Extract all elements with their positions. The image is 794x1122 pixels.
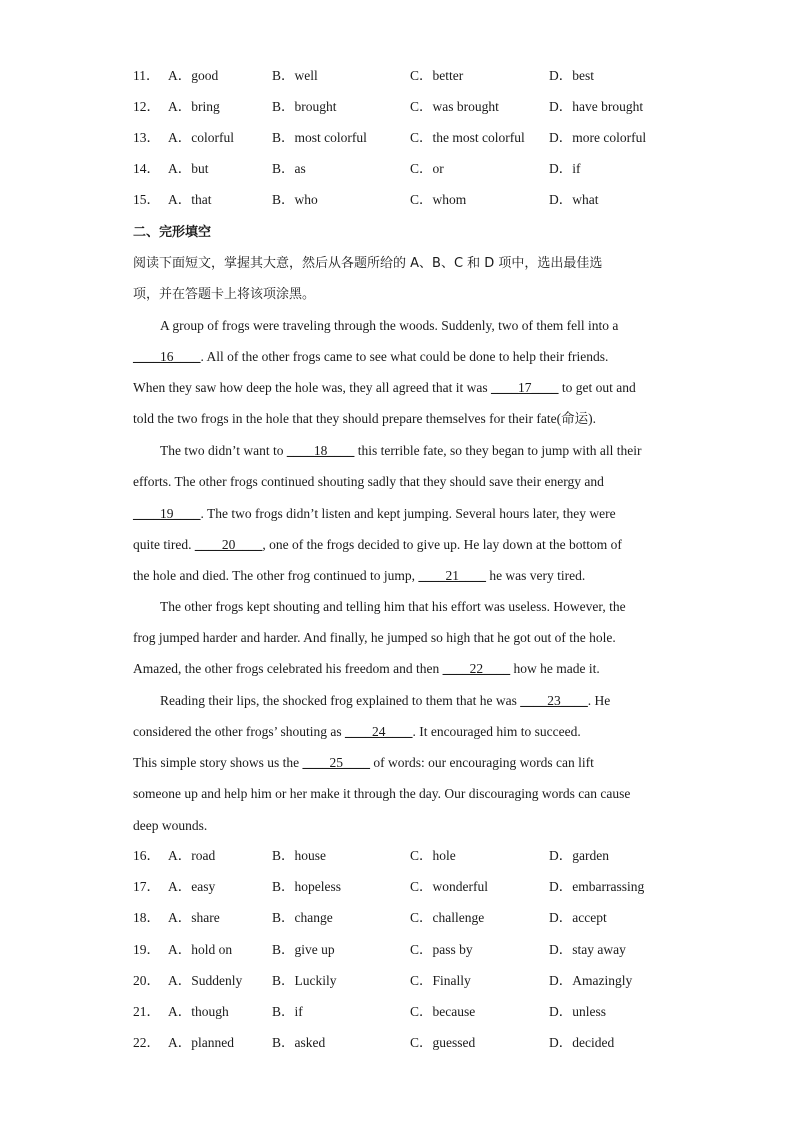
question-number: 13． — [133, 130, 160, 145]
instruction-line-2: 项，并在答题卡上将该项涂黑。 — [133, 287, 316, 302]
question-number: 21． — [133, 1004, 160, 1019]
passage-line — [133, 658, 673, 680]
blank-19: ____19____ — [133, 506, 201, 521]
option-a: A．that — [168, 192, 212, 207]
passage-text: he was very tired. — [485, 568, 586, 583]
option-c: C．hole — [410, 848, 456, 863]
passage-text: . The two frogs didn’t listen and kept jumping. Several hours later, they were — [200, 506, 616, 521]
passage-line — [133, 377, 673, 399]
option-c: C．Finally — [410, 973, 471, 988]
section-title: 二、完形填空 — [133, 225, 212, 240]
question-row-14 — [133, 158, 693, 180]
passage-line: A group of frogs were traveling through the woods. Suddenly, two of them fell into a — [160, 318, 619, 333]
passage-text: The two didn’t want to — [160, 443, 287, 458]
option-d: D．what — [549, 192, 599, 207]
question-row-21 — [133, 1001, 693, 1023]
option-d: D．stay away — [549, 942, 626, 957]
option-c: C．the most colorful — [410, 130, 525, 145]
option-b: B．who — [272, 192, 318, 207]
passage-line — [160, 690, 673, 712]
option-c: C．pass by — [410, 942, 473, 957]
passage-text: to get out and — [558, 380, 636, 395]
blank-22: ____22____ — [442, 661, 511, 676]
passage-text: When they saw how deep the hole was, they all agreed that it was — [133, 380, 492, 395]
question-number: 18． — [133, 910, 160, 925]
option-b: B．hopeless — [272, 879, 341, 894]
option-b: B．well — [272, 68, 318, 83]
blank-24: ____24____ — [344, 724, 413, 739]
question-number: 17． — [133, 879, 160, 894]
instruction-line-1: 阅读下面短文，掌握其大意，然后从各题所给的 A、B、C 和 D 项中，选出最佳选 — [133, 256, 603, 271]
passage-text: quite tired. — [133, 537, 195, 552]
option-d: D．unless — [549, 1004, 606, 1019]
passage-text: this terrible fate, so they began to jump with all their — [354, 443, 642, 458]
passage-line — [133, 534, 673, 556]
passage-line — [133, 752, 673, 774]
passage-line: efforts. The other frogs continued shouting sadly that they should save their energy and — [133, 474, 604, 489]
option-a: A．share — [168, 910, 220, 925]
option-a: A．but — [168, 161, 209, 176]
option-c: C．whom — [410, 192, 467, 207]
option-a: A．bring — [168, 99, 220, 114]
blank-25: ____25____ — [302, 755, 371, 770]
option-d: D．Amazingly — [549, 973, 633, 988]
option-a: A．hold on — [168, 942, 233, 957]
option-d: D．garden — [549, 848, 609, 863]
passage-line: frog jumped harder and harder. And finally, he jumped so high that he got out of the hole. — [133, 630, 616, 645]
question-row-22 — [133, 1032, 693, 1054]
question-number: 12． — [133, 99, 160, 114]
option-a: A．planned — [168, 1035, 234, 1050]
passage-text: Reading their lips, the shocked frog explained to them that he was — [160, 693, 521, 708]
option-a: A．Suddenly — [168, 973, 243, 988]
passage-text: the hole and died. The other frog continued to jump, — [133, 568, 419, 583]
option-c: C．challenge — [410, 910, 485, 925]
option-d: D．if — [549, 161, 581, 176]
blank-21: ____21____ — [418, 568, 486, 583]
question-row-13 — [133, 127, 693, 149]
blank-18: ____18____ — [286, 443, 355, 458]
passage-line: told the two frogs in the hole that they should prepare themselves for their fate(命运). — [133, 411, 596, 426]
option-d: D．more colorful — [549, 130, 647, 145]
passage-line — [133, 346, 673, 368]
option-a: A．though — [168, 1004, 229, 1019]
option-d: D．decided — [549, 1035, 615, 1050]
option-b: B．house — [272, 848, 326, 863]
blank-20: ____20____ — [194, 537, 263, 552]
question-number: 20． — [133, 973, 160, 988]
option-d: D．accept — [549, 910, 607, 925]
option-d: D．embarrassing — [549, 879, 645, 894]
passage-line — [133, 721, 673, 743]
option-a: A．colorful — [168, 130, 234, 145]
question-row-15 — [133, 189, 693, 211]
option-b: B．as — [272, 161, 306, 176]
passage-text: This simple story shows us the — [133, 755, 303, 770]
option-d: D．have brought — [549, 99, 644, 114]
option-d: D．best — [549, 68, 594, 83]
option-a: A．road — [168, 848, 216, 863]
blank-16: ____16____ — [133, 349, 201, 364]
question-number: 19． — [133, 942, 160, 957]
option-b: B．brought — [272, 99, 337, 114]
option-a: A．easy — [168, 879, 216, 894]
question-row-19 — [133, 939, 693, 961]
option-b: B．if — [272, 1004, 303, 1019]
question-row-11 — [133, 65, 693, 87]
question-number: 16． — [133, 848, 160, 863]
passage-line: deep wounds. — [133, 818, 208, 833]
question-row-16 — [133, 845, 693, 867]
passage-text: . It encouraged him to succeed. — [412, 724, 581, 739]
option-c: C．guessed — [410, 1035, 476, 1050]
option-a: A．good — [168, 68, 219, 83]
option-b: B．give up — [272, 942, 335, 957]
option-b: B．asked — [272, 1035, 326, 1050]
passage-line — [160, 440, 673, 462]
passage-text: , one of the frogs decided to give up. He lay down at the bottom of — [262, 537, 622, 552]
option-b: B．change — [272, 910, 333, 925]
question-row-12 — [133, 96, 693, 118]
option-b: B．Luckily — [272, 973, 337, 988]
passage-line — [133, 503, 673, 525]
blank-17: ____17____ — [491, 380, 559, 395]
question-number: 15． — [133, 192, 160, 207]
passage-text: how he made it. — [510, 661, 600, 676]
option-c: C．because — [410, 1004, 476, 1019]
question-number: 11． — [133, 68, 160, 83]
option-c: C．better — [410, 68, 464, 83]
passage-text: . All of the other frogs came to see what could be done to help their friends. — [200, 349, 609, 364]
passage-text: Amazed, the other frogs celebrated his freedom and then — [133, 661, 443, 676]
option-c: C．wonderful — [410, 879, 488, 894]
option-b: B．most colorful — [272, 130, 367, 145]
passage-line — [133, 565, 673, 587]
question-number: 14． — [133, 161, 160, 176]
question-row-18 — [133, 907, 693, 929]
option-c: C．or — [410, 161, 444, 176]
question-row-20 — [133, 970, 693, 992]
blank-23: ____23____ — [520, 693, 588, 708]
option-c: C．was brought — [410, 99, 499, 114]
passage-text: considered the other frogs’ shouting as — [133, 724, 345, 739]
passage-text: . He — [587, 693, 611, 708]
passage-line: The other frogs kept shouting and telling him that his effort was useless. However, the — [160, 599, 626, 614]
question-number: 22． — [133, 1035, 160, 1050]
passage-line: someone up and help him or her make it through the day. Our discouraging words can cause — [133, 786, 631, 801]
question-row-17 — [133, 876, 693, 898]
passage-text: of words: our encouraging words can lift — [370, 755, 594, 770]
